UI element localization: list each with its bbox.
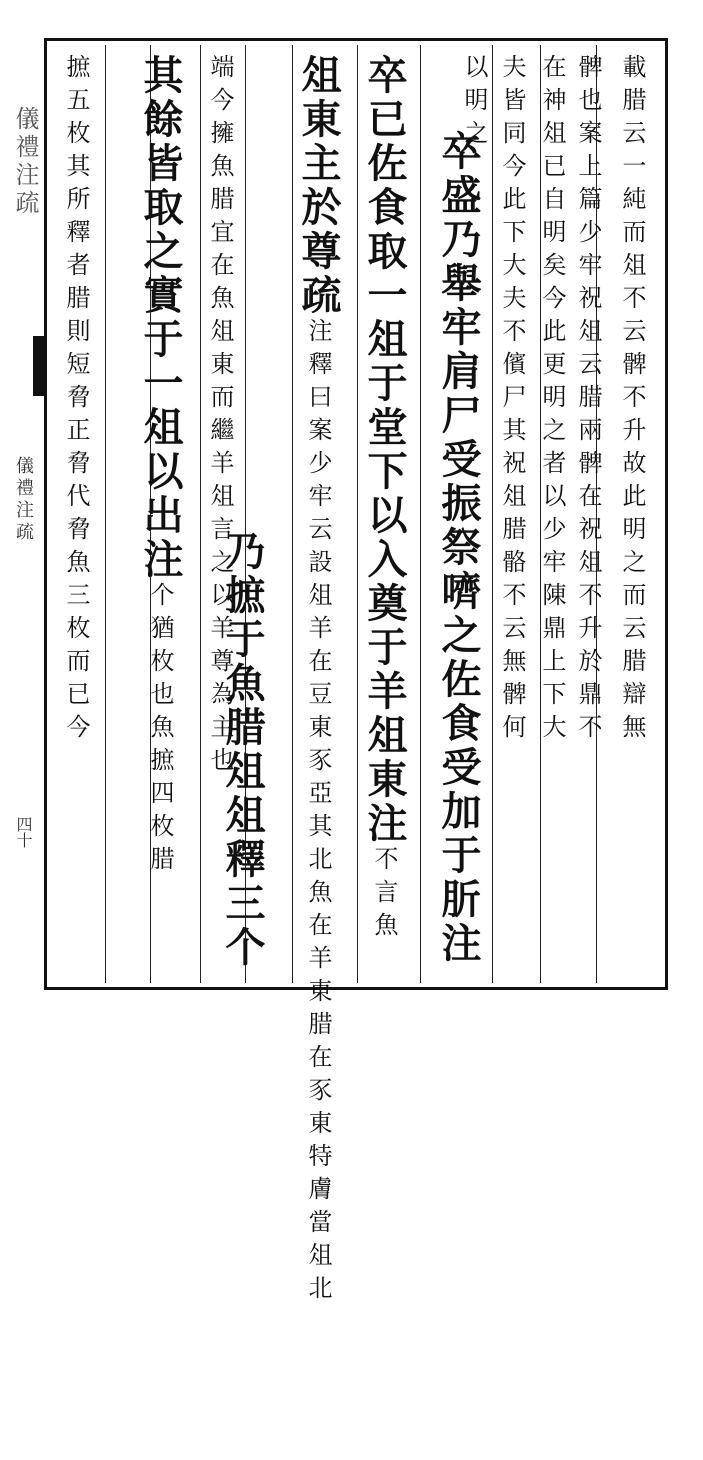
- commentary-text: 載腊云一純而俎不云髀不升故此明之而云腊辯無: [618, 54, 646, 747]
- commentary-text: 摭五枚其所釋者腊則短脅正脅代脅魚三枚而已今: [62, 54, 90, 747]
- column-divider: [420, 45, 421, 983]
- column-divider: [105, 45, 106, 983]
- text-column: [361, 54, 408, 984]
- text-column: [219, 530, 266, 1460]
- text-column: [576, 54, 600, 984]
- main-text: 卒已佐食取一俎于堂下以入奠于羊俎東注: [361, 54, 408, 846]
- text-column: [435, 130, 482, 1060]
- main-text: 卒盛乃舉牢肩尸受振祭嚌之佐食受加于肵注: [435, 130, 482, 966]
- fore-edge-title: 儀禮注疏: [11, 106, 39, 218]
- page-number: 四十: [14, 816, 33, 848]
- fore-edge-margin: [0, 36, 44, 986]
- column-divider: [200, 45, 201, 983]
- commentary-text: 在神俎已自明矣今此更明之者以少牢陳鼎上下大: [538, 54, 566, 747]
- text-column: [620, 54, 644, 984]
- commentary-text: 注釋曰案少牢云設俎羊在豆東豕亞其北魚在羊東腊在豕東特膚當俎北: [304, 318, 332, 1308]
- commentary-text: 以明之: [460, 54, 488, 153]
- column-divider: [357, 45, 358, 983]
- commentary-text: 个猶枚也魚摭四枚腊: [146, 582, 174, 879]
- commentary-text: 不言魚: [370, 846, 398, 945]
- text-column: [295, 54, 342, 1308]
- commentary-text: 髀也案上篇少牢祝俎云腊兩髀在祝俎不升於鼎不: [574, 54, 602, 747]
- book-title-label: 儀禮注疏: [13, 456, 34, 544]
- commentary-text: 夫皆同今此下大夫不儐尸其祝俎腊骼不云無髀何: [498, 54, 526, 747]
- commentary-text: 端今擁魚腊宜在魚俎東而繼羊俎言之以羊尊為主也: [206, 54, 234, 780]
- text-column: [137, 54, 184, 984]
- column-divider: [292, 45, 293, 983]
- main-text: 乃摭于魚腊俎俎釋三个: [219, 530, 266, 970]
- main-text: 其餘皆取之實于一俎以出注: [137, 54, 184, 582]
- text-column: [500, 54, 524, 984]
- column-divider: [492, 45, 493, 983]
- text-column: [540, 54, 564, 984]
- text-column: [64, 54, 88, 984]
- main-text: 俎東主於尊疏: [295, 54, 342, 318]
